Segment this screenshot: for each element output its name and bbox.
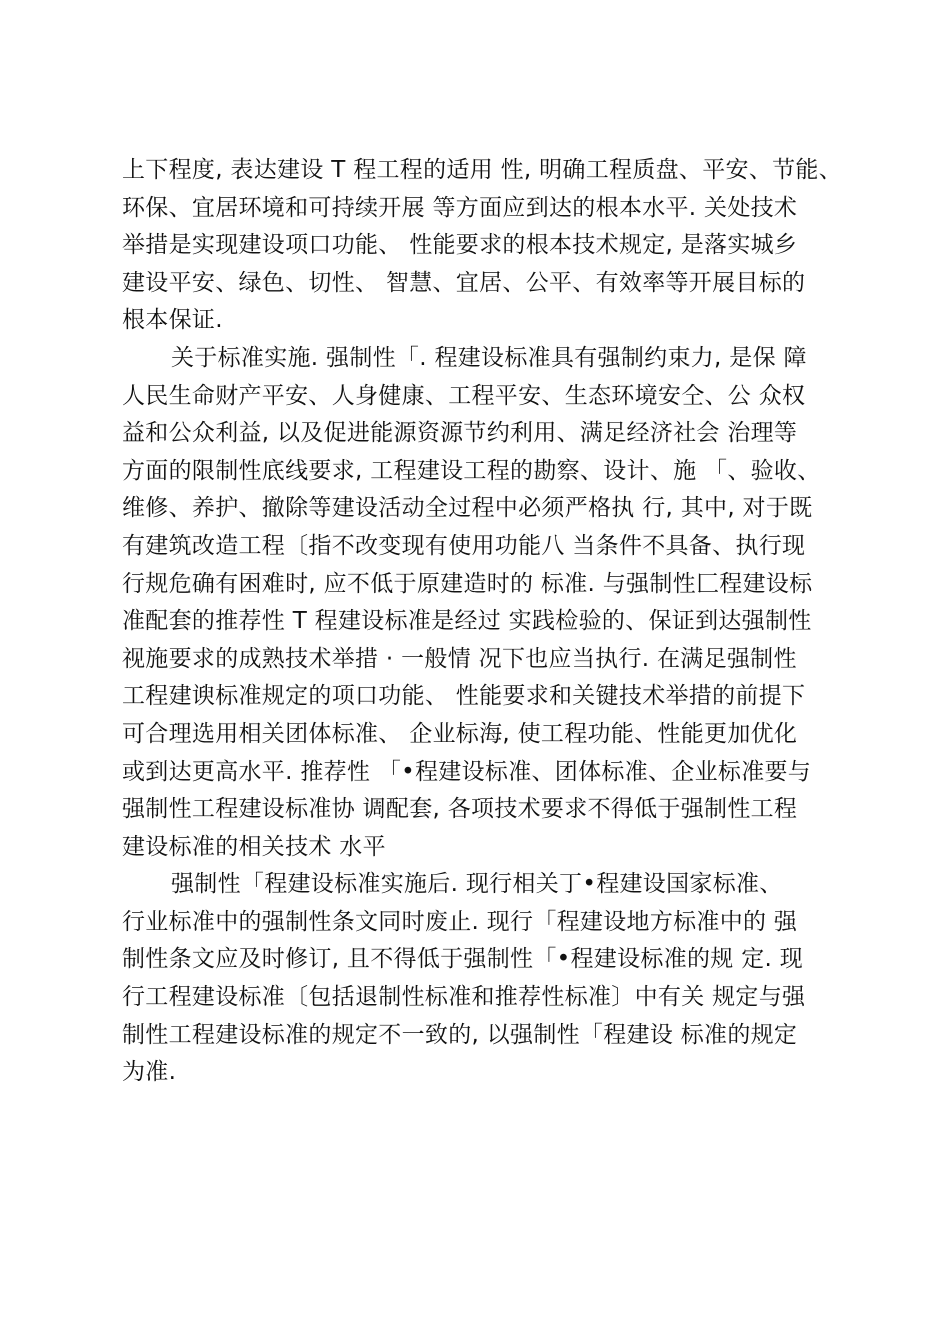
text-line: 或到达更高水平. 推荐性 「•程建设标准、团体标准、企业标准要与 xyxy=(122,758,812,785)
text-line: 强制性「程建设标准实施后. 现行相关丁•程建设国家标准、 xyxy=(171,871,783,898)
text-line: 方面的限制性底线要求, 工程建设工程的勘察、设计、施 「、验收、 xyxy=(122,457,821,484)
text-line: 行工程建设标准〔包括退制性标准和推荐性标准〕中有关 规定与强 xyxy=(122,984,806,1011)
text-line: 行规危确有困难时, 应不低于原建造时的 标准. 与强制性匚程建设标 xyxy=(122,570,813,597)
text-line: 人民生命财产平安、人身健康、工程平安、生态环境安仝、公 众权 xyxy=(122,382,806,409)
text-line: 举措是实现建设项口功能、 性能要求的根本技术规定, 是落实城乡 xyxy=(122,232,798,259)
text-line: 工程建谀标准规定的项口功能、 性能要求和关键技术举措的前提下 xyxy=(122,683,806,710)
paragraph-3 xyxy=(122,866,842,1092)
text-line: 益和公众利益, 以及促进能源资源节约利用、满足经济社会 治理等 xyxy=(122,420,798,447)
text-line: 关于标准实施. 强制性「. 程建设标准具有强制约束力, 是保 障 xyxy=(171,344,807,371)
document-body xyxy=(122,152,842,1092)
text-line: 维修、养护、撤除等建设活动全过程中必须严格执 行, 其中, 对于既 xyxy=(122,495,813,522)
text-line: 视施要求的成熟技术举措 · 一般情 况下也应当执行. 在满足强制性 xyxy=(122,645,797,672)
paragraph-1 xyxy=(122,152,842,340)
text-line: 为准. xyxy=(122,1059,177,1086)
paragraph-2 xyxy=(122,340,842,866)
text-line: 制性工程建设标准的规定不一致的, 以强制性「程建设 标准的规定 xyxy=(122,1021,798,1048)
text-line: 有建筑改造工程〔指不改变现有使用功能八 当条件不具备、执行现 xyxy=(122,532,806,559)
text-line: 建设标准的相关技术 水平 xyxy=(122,833,386,860)
text-line: 准配套的推荐性 T 程建设标准是经过 实践检验的、保证到达强制性 xyxy=(122,608,812,635)
text-line: 制性条文应及时修订, 且不得低于强制性「•程建设标准的规 定. 现 xyxy=(122,946,804,973)
text-line: 可合理选用相关团体标准、 企业标海, 使工程功能、性能更加优化 xyxy=(122,720,798,747)
text-line: 强制性工程建设标准协 调配套, 各项技术要求不得低于强制性工程 xyxy=(122,796,798,823)
text-line: 根本保证. xyxy=(122,307,223,334)
text-line: 行业标准中的强制性条文同时废止. 现行「程建设地方标准中的 强 xyxy=(122,908,798,935)
text-line: 上下程度, 表达建设 T 程工程的适用 性, 明确工程质盘、平安、节能、 xyxy=(122,157,843,183)
text-line: 环保、宜居环境和可持续开展 等方面应到达的根本水平. 关处技术 xyxy=(122,194,798,221)
text-line: 建设平安、绿色、切性、 智慧、宜居、公平、有效率等开展目标的 xyxy=(122,269,806,296)
